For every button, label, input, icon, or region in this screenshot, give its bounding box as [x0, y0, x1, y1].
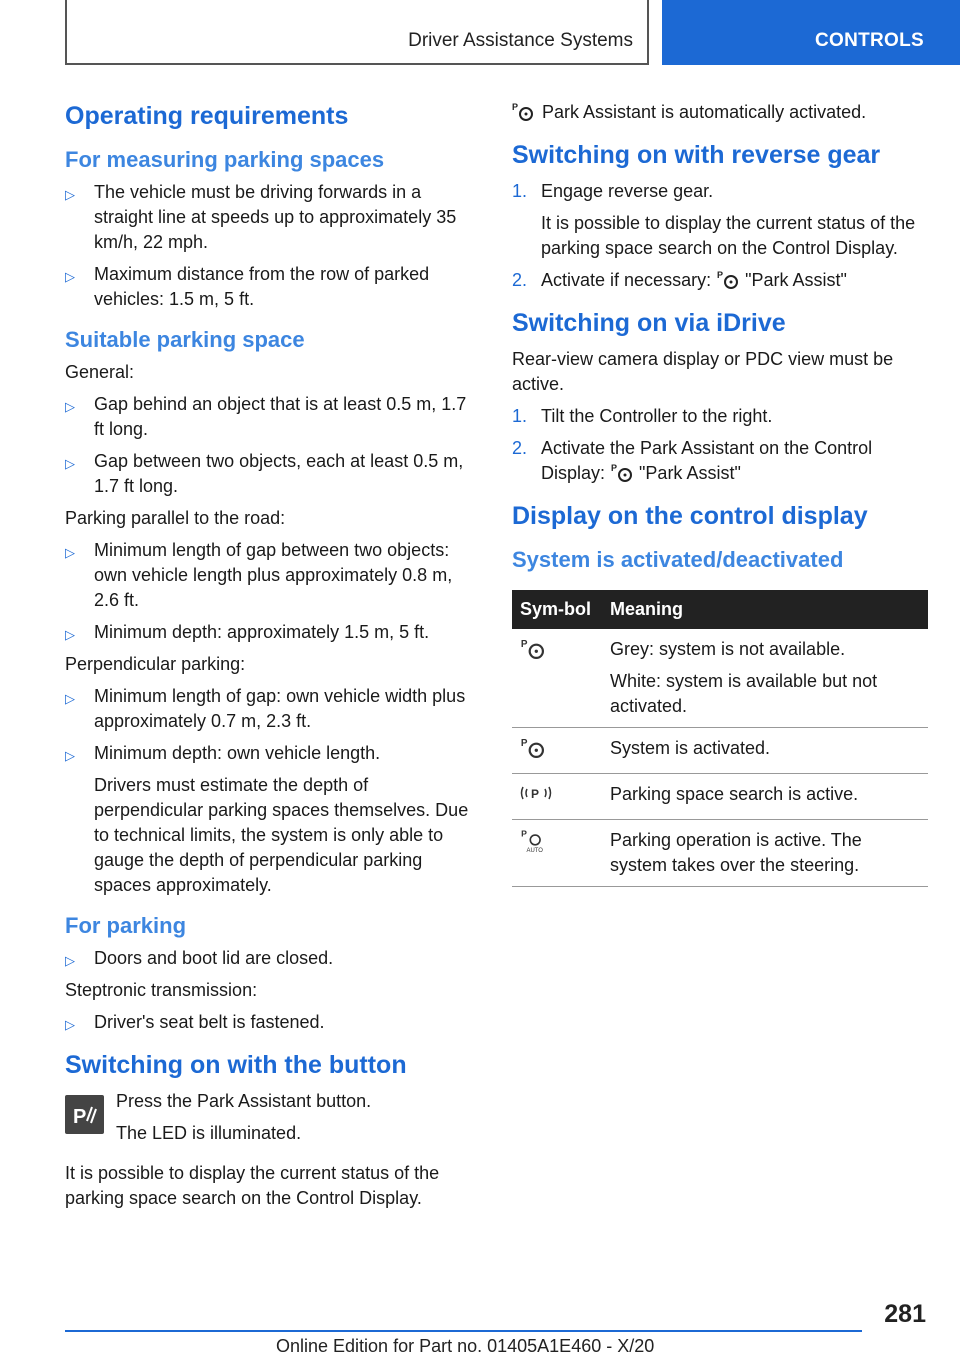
svg-text:P: P: [521, 828, 527, 839]
table-row: P AUTO Parking operation is active. The system takes over the steering.: [512, 820, 928, 887]
right-column: [512, 100, 928, 887]
heading-idrive: Switching on via iDrive: [512, 309, 786, 337]
heading-reverse-gear: Switching on with reverse gear: [512, 141, 881, 169]
list-item: ▷ Minimum length of gap between two objects: own vehicle length plus approximately 0.8 m, 2.6 ft.: [65, 540, 453, 610]
parking-list: [65, 946, 480, 971]
list-item: 2. Activate the Park Assistant on the Control Display: P "Park Assist": [512, 438, 873, 483]
reverse-steps: [512, 179, 928, 293]
svg-text:P: P: [520, 737, 528, 749]
idrive-intro: Rear-view camera display or PDC view must be active.: [512, 349, 894, 394]
button-after-text: It is possible to display the current status of the parking space search on the Control Display.: [65, 1163, 440, 1208]
park-assistant-button-icon: [65, 1095, 104, 1134]
list-item: ▷ Minimum length of gap: own vehicle width plus approximately 0.7 m, 2.3 ft.: [65, 686, 466, 731]
triangle-bullet-icon: ▷: [65, 269, 75, 284]
heading-operating-requirements: Operating requirements: [65, 102, 349, 130]
list-item: ▷ Minimum depth: own vehicle length. Drivers must estimate the depth of perpendicular parking spaces themselves. Due to technical limits, the system is only able to gauge the depth of perpendicular parking spaces approximately.: [65, 741, 480, 898]
symbol-table: [512, 590, 928, 887]
heading-display: Display on the control display: [512, 502, 868, 530]
header-tab-controls[interactable]: [662, 0, 960, 65]
table-row: P Grey: system is not available. White: system is available but not activated.: [512, 629, 928, 728]
triangle-bullet-icon: ▷: [65, 187, 75, 202]
footer-divider: [65, 1330, 862, 1332]
auto-activated-text: P Park Assistant is automatically activated.: [512, 102, 867, 122]
svg-text:P: P: [611, 463, 618, 473]
table-header-symbol: Sym-bol: [512, 590, 602, 629]
triangle-bullet-icon: ▷: [65, 748, 75, 763]
park-assist-steering-icon: [512, 101, 534, 121]
svg-text:P: P: [73, 1106, 87, 1128]
triangle-bullet-icon: ▷: [65, 691, 75, 706]
park-assist-steering-icon: [520, 637, 546, 659]
perpendicular-list: [65, 684, 480, 898]
triangle-bullet-icon: ▷: [65, 545, 75, 560]
list-item: 2. Activate if necessary: P "Park Assist": [512, 270, 847, 290]
list-item: ▷ Doors and boot lid are closed.: [65, 946, 480, 971]
heading-suitable-space: Suitable parking space: [65, 327, 305, 352]
general-list: [65, 392, 480, 499]
svg-text:P: P: [512, 102, 519, 112]
parking-space-search-icon: [520, 782, 552, 804]
header-section-box: [65, 0, 649, 65]
list-item: ▷ Gap behind an object that is at least 0.5 m, 1.7 ft long.: [65, 394, 467, 439]
park-assist-steering-icon: [611, 462, 633, 482]
heading-switch-button: Switching on with the button: [65, 1051, 407, 1079]
table-header-row: [512, 590, 928, 629]
svg-text:P: P: [531, 787, 540, 801]
triangle-bullet-icon: ▷: [65, 953, 75, 968]
left-column: [65, 100, 480, 1218]
table-row: P System is activated.: [512, 728, 928, 774]
heading-for-parking: For parking: [65, 913, 187, 938]
list-item: ▷ Minimum depth: approximately 1.5 m, 5 ft.: [65, 620, 480, 645]
steptronic-list: [65, 1010, 480, 1035]
steptronic-label: Steptronic transmission:: [65, 980, 258, 1000]
table-row: P Parking space search is active.: [512, 774, 928, 820]
triangle-bullet-icon: ▷: [65, 399, 75, 414]
list-item: 1. Tilt the Controller to the right.: [512, 406, 773, 426]
footer-edition: Online Edition for Part no. 01405A1E460 - X/20: [276, 1336, 655, 1356]
heading-system-status: System is activated/deactivated: [512, 547, 844, 572]
table-header-meaning: Meaning: [602, 590, 928, 629]
parallel-label: Parking parallel to the road:: [65, 508, 286, 528]
triangle-bullet-icon: ▷: [65, 627, 75, 642]
triangle-bullet-icon: ▷: [65, 1017, 75, 1032]
park-assist-auto-icon: [520, 828, 546, 854]
button-line-1: Press the Park Assistant button.: [116, 1091, 372, 1111]
header-section-title: Driver Assistance Systems: [408, 30, 633, 51]
measuring-list: [65, 180, 480, 312]
svg-text:P: P: [520, 638, 528, 650]
park-button-instruction: [65, 1089, 480, 1153]
list-item: ▷ Driver's seat belt is fastened.: [65, 1010, 480, 1035]
list-item: ▷ Maximum distance from the row of parked vehicles: 1.5 m, 5 ft.: [65, 264, 430, 309]
perpendicular-label: Perpendicular parking:: [65, 654, 246, 674]
idrive-steps: [512, 404, 928, 486]
page-number: 281: [884, 1300, 926, 1328]
button-line-2: The LED is illuminated.: [116, 1123, 302, 1143]
header-tab-label: CONTROLS: [815, 30, 925, 51]
park-assist-steering-icon: [520, 736, 546, 758]
park-assist-steering-icon: [717, 269, 739, 289]
general-label: General:: [65, 362, 135, 382]
perpendicular-note: Drivers must estimate the depth of perpendicular parking spaces themselves. Due to technical limits, the system is only able to gauge the depth of perpendicular parking spaces approximately.: [94, 775, 469, 895]
list-item: 1. Engage reverse gear. It is possible to display the current status of the parking space search on the Control Display.: [512, 181, 916, 258]
svg-text:AUTO: AUTO: [526, 847, 543, 854]
svg-text:P: P: [717, 270, 724, 280]
list-item: ▷ Gap between two objects, each at least 0.5 m, 1.7 ft long.: [65, 451, 464, 496]
list-item: ▷ The vehicle must be driving forwards in a straight line at speeds up to approximately 35 km/h, 22 mph.: [65, 182, 457, 252]
heading-measuring-spaces: For measuring parking spaces: [65, 147, 385, 172]
triangle-bullet-icon: ▷: [65, 456, 75, 471]
parallel-list: [65, 538, 480, 645]
